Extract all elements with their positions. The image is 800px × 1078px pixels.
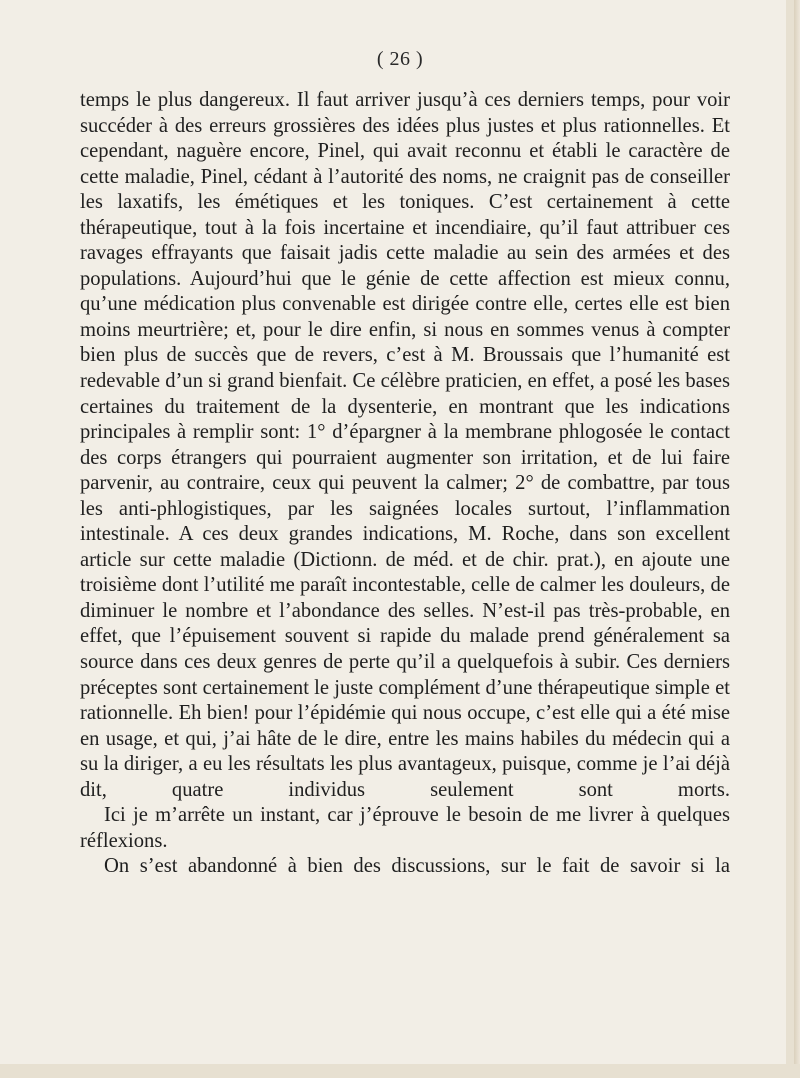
paragraph-2: Ici je m’arrête un instant, car j’éprouve le besoin de me livrer à quelques réflexions.	[80, 804, 730, 852]
paragraph-3: On s’est abandonné à bien des discussions, sur le fait de savoir si la	[104, 855, 730, 878]
text-block	[80, 88, 730, 880]
page-number: ( 26 )	[376, 48, 424, 70]
paragraph-1: temps le plus dangereux. Il faut arriver jusqu’à ces derniers temps, pour voir succéder à des erreurs grossières des idées plus justes et plus rationnelles. Et cependant, naguère encore, Pinel, qui avait reconnu et établi le caractère de cette maladie, Pinel, cédant à l’autorité des noms, ne craignit pas de conseiller les laxatifs, les émétiques et les toniques. C’est certainement à cette thérapeutique, tout à la fois incertaine et incendiaire, qu’il faut attribuer ces ravages effrayants que faisait jadis cette maladie au sein des armées et des populations. Aujourd’hui que le génie de cette affection est mieux connu, qu’une médication plus convenable est dirigée contre elle, certes elle est bien moins meurtrière; et, pour le dire enfin, si nous en sommes venus à compter bien plus de succès que de revers, c’est à M. Broussais que l’humanité est redevable d’un si grand bienfait. Ce célèbre praticien, en effet, a posé les bases certaines du traitement de la dysenterie, en montrant que les indications principales à remplir sont: 1° d’épargner à la membrane phlogosée le contact des corps étrangers qui pourraient augmenter son irritation, et de lui faire parvenir, au contraire, ceux qui peuvent la calmer; 2° de combattre, par tous les anti-phlogistiques, par les saignées locales surtout, l’inflammation intestinale. A ces deux grandes indications, M. Roche, dans son excellent article sur cette maladie (Dictionn. de méd. et de chir. prat.), en ajoute une troisième dont l’utilité me paraît incontestable, celle de calmer les douleurs, de diminuer le nombre et l’abondance des selles. N’est-il pas très-probable, en effet, que l’épuisement souvent si rapide du malade prend généralement sa source dans ces deux genres de perte qu’il a quelquefois à subir. Ces derniers préceptes sont certainement le juste complément d’une thérapeutique simple et rationnelle. Eh bien! pour l’épidémie qui nous occupe, c’est elle qui a été mise en usage, et qui, j’ai hâte de le dire, entre les mains habiles du médecin qui a su la diriger, a eu les résultats les plus avantageux, puisque, comme je l’ai déjà dit, quatre individus seulement sont morts.	[80, 89, 730, 801]
